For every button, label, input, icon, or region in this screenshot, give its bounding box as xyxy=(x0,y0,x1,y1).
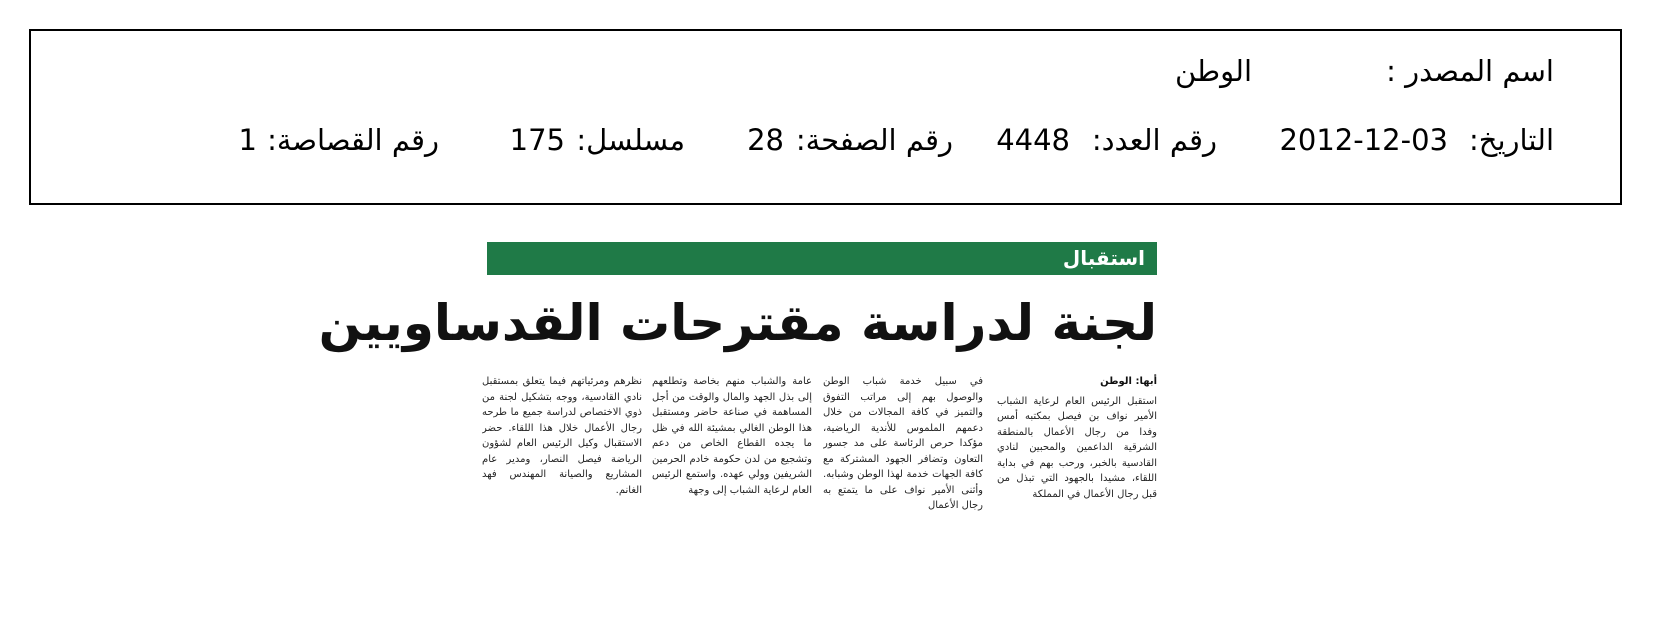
date-value: 2012-12-03 xyxy=(1279,123,1448,157)
article-byline: أبها: الوطن xyxy=(1100,376,1157,387)
newspaper-clipping xyxy=(318,242,1157,557)
page-label: رقم الصفحة: xyxy=(795,123,953,157)
clip-label: رقم القصاصة: xyxy=(267,123,439,157)
serial-label: مسلسل: xyxy=(576,123,685,157)
issue-value: 4448 xyxy=(996,123,1070,157)
issue-label: رقم العدد: xyxy=(1091,123,1217,157)
page-value: 28 xyxy=(747,123,784,157)
date-label: التاريخ: xyxy=(1468,123,1554,157)
section-label: استقبال xyxy=(1062,246,1145,270)
article-column-text: استقبل الرئيس العام لرعاية الشباب الأمير نواف بن فيصل بمكتبه أمس وفدا من رجال الأعمال بالمنطقة الشرقية الداعمين والمحبين لنادي القادسية بالخبر، ورحب بهم في بداية اللقاء، مشيدا بالجهود التي تبذل من قبل رجال الأعمال في المملكة xyxy=(997,395,1157,500)
clip-value: 1 xyxy=(238,123,257,157)
article-column-text: في سبيل خدمة شباب الوطن والوصول بهم إلى مراتب التفوق والتميز في كافة المجالات من خلال دعمهم الملموس للأندية الرياضية، مؤكدا حرص الرئاسة على مد جسور التعاون وتضافر الجهود المشتركة مع كافة الجهات خدمة لهذا الوطن وشبابه. وأثنى الأمير نواف على ما يتمتع به رجال الأعمال xyxy=(823,376,983,511)
article-column-1 xyxy=(997,374,1157,559)
article-column-text: نظرهم ومرئياتهم فيما يتعلق بمستقبل نادي القادسية، ووجه بتشكيل لجنة من ذوي الاختصاص لدراسة جميع ما طرحه رجال الأعمال خلال هذا اللقاء. حضر الاستقبال وكيل الرئيس العام لشؤون الرياضة فيصل النصار، ومدير عام المشاريع والصيانة المهندس فهد الغانم. xyxy=(482,376,642,496)
document-metadata-box xyxy=(29,29,1622,205)
source-label: اسم المصدر : xyxy=(1386,54,1554,88)
article-headline: لجنة لدراسة مقترحات القدساويين xyxy=(318,294,1157,352)
article-column-2 xyxy=(823,374,983,559)
article-column-3 xyxy=(652,374,812,559)
source-value: الوطن xyxy=(1174,54,1252,88)
article-column-4 xyxy=(482,374,642,559)
section-banner xyxy=(487,242,1157,275)
serial-value: 175 xyxy=(509,123,565,157)
article-column-text: عامة والشباب منهم بخاصة وتطلعهم إلى بذل الجهد والمال والوقت من أجل المساهمة في صناعة حاضر ومستقبل هذا الوطن الغالي بمشيئة الله في ظل ما يجده القطاع الخاص من دعم وتشجيع من لدن حكومة خادم الحرمين الشريفين وولي عهده. واستمع الرئيس العام لرعاية الشباب إلى وجهة xyxy=(652,376,812,496)
